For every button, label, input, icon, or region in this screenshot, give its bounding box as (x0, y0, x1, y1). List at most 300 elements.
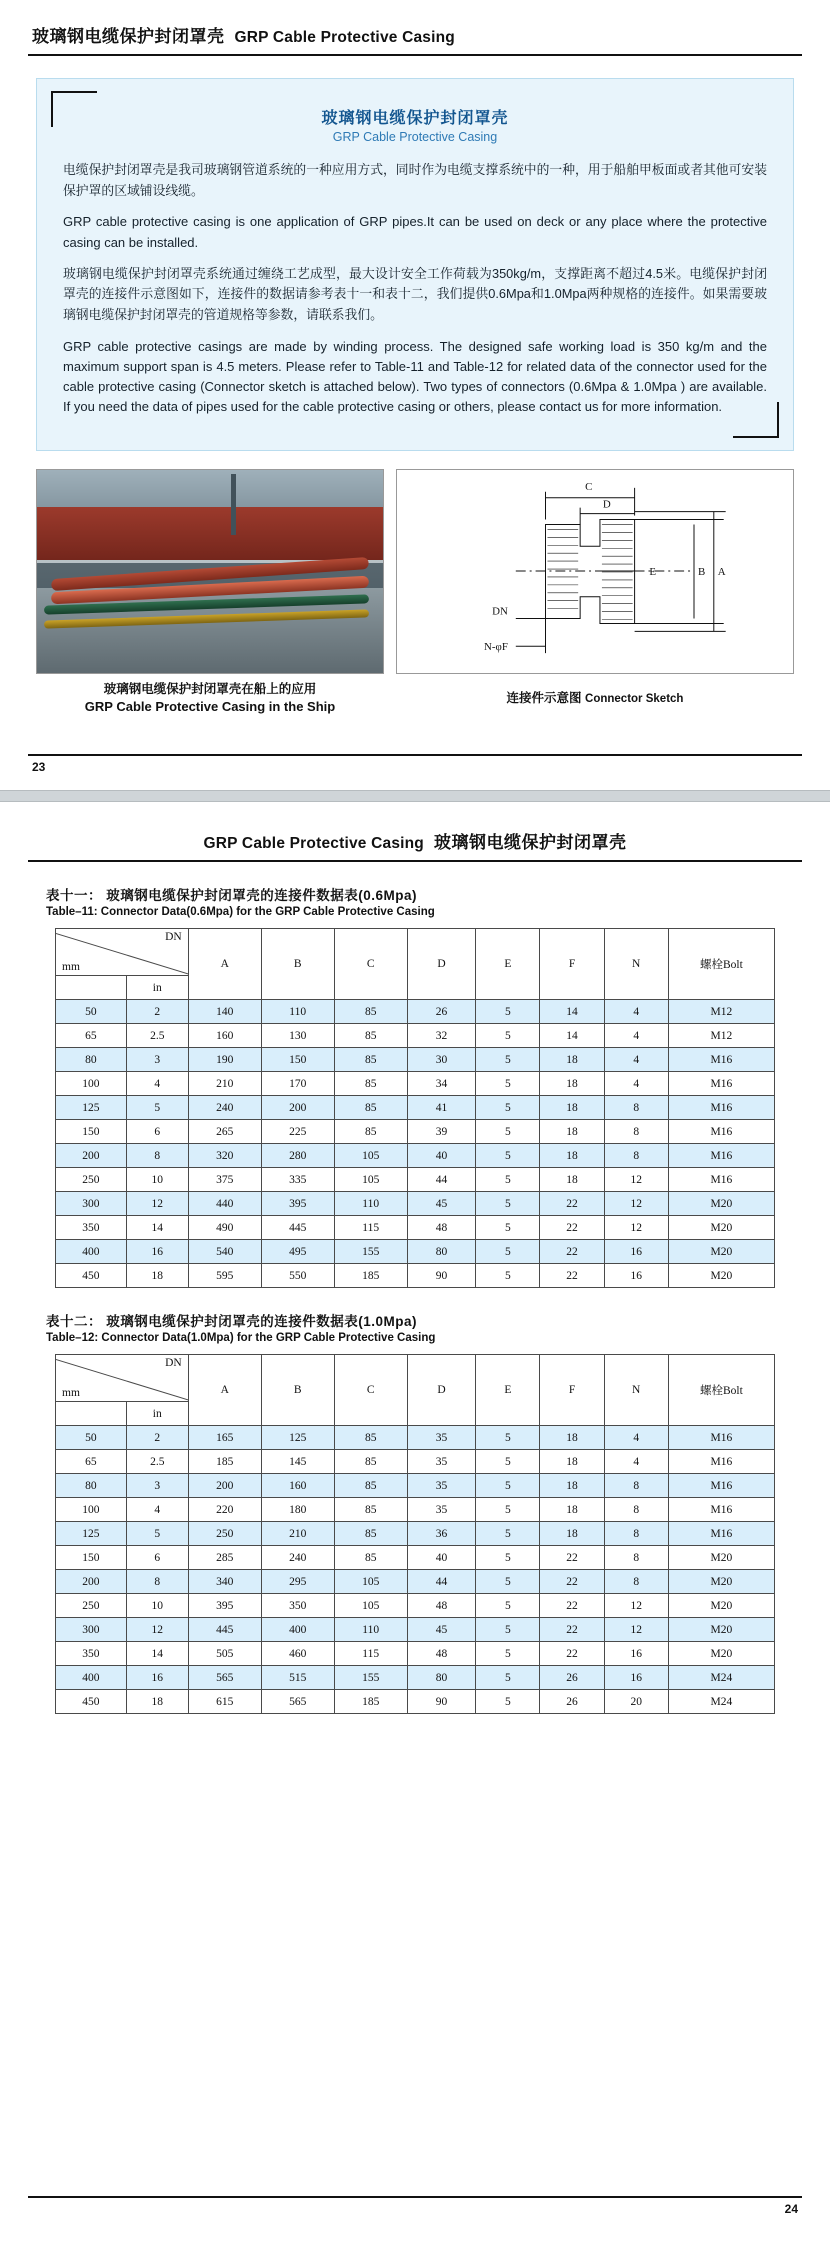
table-cell: 595 (188, 1264, 261, 1288)
table-11-col-d: D (407, 929, 476, 1000)
table-cell: 170 (261, 1072, 334, 1096)
sketch-label-b: B (697, 566, 706, 579)
table-cell: M16 (668, 1120, 774, 1144)
table-11-title-en: Table–11: Connector Data(0.6Mpa) for the GRP Cable Protective Casing (46, 906, 435, 918)
table-11-block (46, 884, 784, 1288)
table-row (56, 1498, 775, 1522)
photo-hull (37, 507, 383, 560)
table-cell: 12 (604, 1618, 668, 1642)
table-cell: 445 (188, 1618, 261, 1642)
page-1-number: 23 (32, 760, 46, 774)
table-cell: 180 (261, 1498, 334, 1522)
table-cell: 26 (540, 1690, 604, 1714)
table-11-in-spacer (56, 976, 127, 1000)
table-cell: 110 (334, 1618, 407, 1642)
page-2-header-title-en: GRP Cable Protective Casing (203, 835, 424, 852)
table-cell: 18 (540, 1048, 604, 1072)
table-cell: M16 (668, 1072, 774, 1096)
table-12-col-f: F (540, 1355, 604, 1426)
table-cell: 495 (261, 1240, 334, 1264)
table-cell: 14 (540, 1000, 604, 1024)
table-cell: 48 (407, 1216, 476, 1240)
sketch-caption-en: Connector Sketch (585, 693, 684, 706)
table-row (56, 1096, 775, 1120)
table-cell: 300 (56, 1192, 127, 1216)
table-cell: 565 (188, 1666, 261, 1690)
table-cell: 490 (188, 1216, 261, 1240)
table-11-col-bolt: 螺栓Bolt (668, 929, 774, 1000)
table-cell: 565 (261, 1690, 334, 1714)
table-cell: 5 (476, 1690, 540, 1714)
table-cell: 150 (56, 1120, 127, 1144)
table-11-col-n: N (604, 929, 668, 1000)
intro-title (63, 105, 767, 144)
page-1-header (28, 22, 802, 56)
page-2-header-title-cn: 玻璃钢电缆保护封闭罩壳 (433, 833, 627, 852)
table-cell: 5 (476, 1450, 540, 1474)
table-cell: 5 (476, 1264, 540, 1288)
table-cell: 22 (540, 1216, 604, 1240)
table-12-mm-label: mm (62, 1387, 80, 1399)
table-12-title (46, 1310, 784, 1344)
photo-caption (36, 681, 384, 715)
table-cell: 150 (56, 1546, 127, 1570)
table-cell: 85 (334, 1426, 407, 1450)
table-cell: 30 (407, 1048, 476, 1072)
table-cell: 295 (261, 1570, 334, 1594)
page-1-header-title-en: GRP Cable Protective Casing (234, 29, 455, 46)
table-cell: 18 (126, 1264, 188, 1288)
table-cell: 2 (126, 1000, 188, 1024)
table-cell: 85 (334, 1474, 407, 1498)
table-cell: 18 (540, 1426, 604, 1450)
page-separator (0, 790, 830, 802)
table-row (56, 1355, 775, 1402)
table-cell: 45 (407, 1618, 476, 1642)
table-cell: 14 (126, 1642, 188, 1666)
table-cell: 110 (334, 1192, 407, 1216)
table-cell: M12 (668, 1000, 774, 1024)
table-cell: 125 (56, 1522, 127, 1546)
table-cell: 14 (540, 1024, 604, 1048)
table-cell: 115 (334, 1216, 407, 1240)
table-cell: 65 (56, 1450, 127, 1474)
table-12-dn-header (56, 1355, 189, 1402)
table-row (56, 1426, 775, 1450)
table-cell: 85 (334, 1000, 407, 1024)
table-11-col-c: C (334, 929, 407, 1000)
table-12-col-c: C (334, 1355, 407, 1426)
table-cell: 12 (604, 1168, 668, 1192)
table-cell: 505 (188, 1642, 261, 1666)
table-cell: M16 (668, 1096, 774, 1120)
table-cell: 515 (261, 1666, 334, 1690)
connector-sketch-drawing (396, 469, 794, 674)
table-11-mm-label: mm (62, 961, 80, 973)
sketch-caption-cn: 连接件示意图 (506, 691, 582, 706)
table-12-col-n: N (604, 1355, 668, 1426)
table-cell: 85 (334, 1450, 407, 1474)
table-11-col-e: E (476, 929, 540, 1000)
table-cell: 8 (126, 1570, 188, 1594)
photo-caption-en: GRP Cable Protective Casing in the Ship (84, 699, 336, 715)
table-cell: 125 (56, 1096, 127, 1120)
table-cell: 8 (604, 1522, 668, 1546)
table-11-in-label: in (126, 976, 188, 1000)
table-cell: M16 (668, 1144, 774, 1168)
intro-paragraph-2: GRP cable protective casing is one application of GRP pipes.It can be used on deck or any place where the protective casing can be installed. (63, 214, 767, 250)
table-cell: 8 (604, 1474, 668, 1498)
table-cell: 35 (407, 1450, 476, 1474)
table-11-col-b: B (261, 929, 334, 1000)
table-row (56, 1192, 775, 1216)
table-cell: 615 (188, 1690, 261, 1714)
table-cell: 5 (126, 1096, 188, 1120)
table-cell: 48 (407, 1642, 476, 1666)
table-cell: 90 (407, 1264, 476, 1288)
table-12-col-bolt: 螺栓Bolt (668, 1355, 774, 1426)
table-cell: 2.5 (126, 1024, 188, 1048)
table-cell: 190 (188, 1048, 261, 1072)
table-cell: 350 (56, 1216, 127, 1240)
table-cell: 26 (407, 1000, 476, 1024)
figure-row (36, 469, 794, 715)
table-11-title-cn: 表十一： 玻璃钢电缆保护封闭罩壳的连接件数据表(0.6Mpa) (46, 888, 418, 903)
table-cell: M20 (668, 1546, 774, 1570)
table-cell: M20 (668, 1192, 774, 1216)
table-cell: 4 (126, 1072, 188, 1096)
table-cell: 5 (126, 1522, 188, 1546)
table-row (56, 1594, 775, 1618)
table-cell: 155 (334, 1666, 407, 1690)
table-cell: 4 (604, 1072, 668, 1096)
table-cell: 5 (476, 1144, 540, 1168)
table-cell: 22 (540, 1594, 604, 1618)
table-cell: 350 (261, 1594, 334, 1618)
table-12-col-d: D (407, 1355, 476, 1426)
table-cell: 225 (261, 1120, 334, 1144)
table-row (56, 1048, 775, 1072)
table-cell: 12 (604, 1192, 668, 1216)
table-cell: 5 (476, 1546, 540, 1570)
table-cell: 18 (540, 1474, 604, 1498)
table-cell: M20 (668, 1642, 774, 1666)
table-cell: 10 (126, 1594, 188, 1618)
table-cell: M16 (668, 1498, 774, 1522)
table-cell: 18 (540, 1096, 604, 1120)
table-cell: 22 (540, 1264, 604, 1288)
table-cell: 400 (261, 1618, 334, 1642)
table-cell: 160 (188, 1024, 261, 1048)
table-cell: 400 (56, 1666, 127, 1690)
table-cell: 155 (334, 1240, 407, 1264)
table-cell: 210 (261, 1522, 334, 1546)
table-cell: 80 (56, 1474, 127, 1498)
table-cell: 105 (334, 1594, 407, 1618)
table-12-block (46, 1310, 784, 1714)
table-cell: 22 (540, 1618, 604, 1642)
table-cell: 185 (188, 1450, 261, 1474)
table-11-dn-label: DN (165, 931, 182, 943)
table-row (56, 1546, 775, 1570)
table-cell: 200 (56, 1144, 127, 1168)
table-cell: 18 (540, 1120, 604, 1144)
table-cell: 32 (407, 1024, 476, 1048)
table-cell: M24 (668, 1690, 774, 1714)
intro-panel (36, 78, 794, 451)
table-12-col-e: E (476, 1355, 540, 1426)
table-cell: 35 (407, 1426, 476, 1450)
table-cell: 2 (126, 1426, 188, 1450)
table-cell: 105 (334, 1144, 407, 1168)
table-cell: 320 (188, 1144, 261, 1168)
table-cell: 2.5 (126, 1450, 188, 1474)
table-cell: 22 (540, 1570, 604, 1594)
table-11-title (46, 884, 784, 918)
table-row (56, 1168, 775, 1192)
table-cell: 22 (540, 1642, 604, 1666)
table-cell: 145 (261, 1450, 334, 1474)
intro-title-en: GRP Cable Protective Casing (332, 130, 498, 144)
table-cell: 4 (604, 1426, 668, 1450)
sketch-label-d: D (602, 499, 611, 512)
table-cell: 85 (334, 1498, 407, 1522)
table-cell: 85 (334, 1522, 407, 1546)
table-cell: 350 (56, 1642, 127, 1666)
table-cell: 22 (540, 1240, 604, 1264)
table-cell: 50 (56, 1000, 127, 1024)
table-cell: 22 (540, 1192, 604, 1216)
page-2 (0, 802, 830, 2232)
table-cell: 5 (476, 1474, 540, 1498)
table-cell: 300 (56, 1618, 127, 1642)
table-cell: 80 (407, 1240, 476, 1264)
table-cell: 34 (407, 1072, 476, 1096)
table-12-dn-label: DN (165, 1357, 182, 1369)
table-cell: M20 (668, 1570, 774, 1594)
table-cell: 5 (476, 1522, 540, 1546)
table-cell: M24 (668, 1666, 774, 1690)
table-cell: 185 (334, 1690, 407, 1714)
table-cell: 65 (56, 1024, 127, 1048)
table-row (56, 1264, 775, 1288)
table-cell: 5 (476, 1666, 540, 1690)
table-cell: 18 (126, 1690, 188, 1714)
table-cell: 265 (188, 1120, 261, 1144)
page-2-footer (28, 2196, 802, 2216)
table-cell: 85 (334, 1120, 407, 1144)
table-cell: 130 (261, 1024, 334, 1048)
table-cell: 8 (604, 1096, 668, 1120)
table-cell: 35 (407, 1474, 476, 1498)
table-cell: 210 (188, 1072, 261, 1096)
intro-title-cn: 玻璃钢电缆保护封闭罩壳 (321, 110, 509, 127)
table-row (56, 1570, 775, 1594)
table-cell: 16 (126, 1240, 188, 1264)
table-cell: 16 (604, 1666, 668, 1690)
table-cell: 125 (261, 1426, 334, 1450)
table-cell: 375 (188, 1168, 261, 1192)
table-11-col-a: A (188, 929, 261, 1000)
table-cell: 100 (56, 1498, 127, 1522)
photo-figure (36, 469, 384, 715)
table-11-col-f: F (540, 929, 604, 1000)
table-cell: 6 (126, 1546, 188, 1570)
page-1-footer (28, 754, 802, 774)
table-row (56, 1240, 775, 1264)
table-cell: 160 (261, 1474, 334, 1498)
table-cell: M12 (668, 1024, 774, 1048)
table-cell: 8 (604, 1570, 668, 1594)
table-row (56, 1690, 775, 1714)
table-cell: M16 (668, 1048, 774, 1072)
table-cell: 4 (604, 1024, 668, 1048)
table-cell: 100 (56, 1072, 127, 1096)
page-1 (0, 0, 830, 790)
table-cell: 80 (56, 1048, 127, 1072)
table-cell: 5 (476, 1000, 540, 1024)
table-11 (55, 928, 775, 1288)
table-cell: 8 (604, 1120, 668, 1144)
sketch-label-nf: N-φF (484, 641, 508, 654)
table-cell: 460 (261, 1642, 334, 1666)
table-cell: 5 (476, 1096, 540, 1120)
table-cell: 5 (476, 1642, 540, 1666)
table-cell: 250 (188, 1522, 261, 1546)
table-cell: 340 (188, 1570, 261, 1594)
table-cell: 6 (126, 1120, 188, 1144)
intro-paragraph-1: 电缆保护封闭罩壳是我司玻璃钢管道系统的一种应用方式，同时作为电缆支撑系统中的一种，用于船舶甲板面或者其他可安装保护罩的区域铺设线缆。 (63, 162, 767, 198)
table-cell: 165 (188, 1426, 261, 1450)
table-cell: 16 (604, 1240, 668, 1264)
table-cell: M16 (668, 1474, 774, 1498)
table-row (56, 1522, 775, 1546)
table-cell: M16 (668, 1450, 774, 1474)
sketch-label-dn: DN (492, 606, 508, 619)
table-cell: 85 (334, 1546, 407, 1570)
table-cell: 16 (604, 1264, 668, 1288)
table-cell: M16 (668, 1168, 774, 1192)
table-row (56, 1072, 775, 1096)
table-cell: 44 (407, 1168, 476, 1192)
table-cell: 540 (188, 1240, 261, 1264)
table-cell: 5 (476, 1024, 540, 1048)
table-cell: 450 (56, 1264, 127, 1288)
table-cell: 445 (261, 1216, 334, 1240)
table-cell: 36 (407, 1522, 476, 1546)
table-cell: 45 (407, 1192, 476, 1216)
table-12-col-a: A (188, 1355, 261, 1426)
table-cell: 48 (407, 1594, 476, 1618)
table-cell: 22 (540, 1546, 604, 1570)
table-cell: 4 (604, 1000, 668, 1024)
table-row (56, 1618, 775, 1642)
table-cell: 395 (261, 1192, 334, 1216)
intro-paragraph-3: 玻璃钢电缆保护封闭罩壳系统通过缠绕工艺成型，最大设计安全工作荷载为350kg/m，支撑距离不超过4.5米。电缆保护封闭罩壳的连接件示意图如下，连接件的数据请参考表十一和表十二，我们提供0.6Mpa和1.0Mpa两种规格的连接件。如果需要玻璃钢电缆保护封闭罩壳的管道规格等参数，请联系我们。 (63, 265, 767, 323)
sketch-caption (396, 688, 794, 706)
table-cell: 185 (334, 1264, 407, 1288)
table-cell: M16 (668, 1522, 774, 1546)
table-cell: 18 (540, 1072, 604, 1096)
table-cell: 18 (540, 1450, 604, 1474)
table-cell: 85 (334, 1024, 407, 1048)
table-cell: 16 (604, 1642, 668, 1666)
photo-caption-cn: 玻璃钢电缆保护封闭罩壳在船上的应用 (103, 682, 317, 697)
table-cell: 12 (604, 1594, 668, 1618)
table-cell: 400 (56, 1240, 127, 1264)
table-cell: 250 (56, 1594, 127, 1618)
table-cell: 200 (56, 1570, 127, 1594)
table-row (56, 1000, 775, 1024)
table-cell: 85 (334, 1048, 407, 1072)
table-cell: 5 (476, 1072, 540, 1096)
table-row (56, 1120, 775, 1144)
table-cell: 395 (188, 1594, 261, 1618)
table-cell: 5 (476, 1618, 540, 1642)
table-cell: 12 (604, 1216, 668, 1240)
table-cell: 4 (604, 1450, 668, 1474)
table-cell: 5 (476, 1216, 540, 1240)
photo-mast (231, 474, 236, 535)
table-cell: 14 (126, 1216, 188, 1240)
table-12 (55, 1354, 775, 1714)
table-cell: 18 (540, 1144, 604, 1168)
page-1-header-title-cn: 玻璃钢电缆保护封闭罩壳 (32, 27, 225, 46)
table-cell: 115 (334, 1642, 407, 1666)
table-cell: M16 (668, 1426, 774, 1450)
table-cell: 18 (540, 1168, 604, 1192)
table-12-in-spacer (56, 1402, 127, 1426)
table-cell: 39 (407, 1120, 476, 1144)
table-cell: 50 (56, 1426, 127, 1450)
sketch-label-a: A (717, 566, 726, 579)
table-12-title-en: Table–12: Connector Data(1.0Mpa) for the GRP Cable Protective Casing (46, 1332, 436, 1344)
table-cell: 8 (604, 1144, 668, 1168)
table-cell: 105 (334, 1168, 407, 1192)
table-cell: 85 (334, 1096, 407, 1120)
table-cell: M20 (668, 1594, 774, 1618)
table-cell: 280 (261, 1144, 334, 1168)
table-cell: 105 (334, 1570, 407, 1594)
table-row (56, 1216, 775, 1240)
table-12-in-label: in (126, 1402, 188, 1426)
table-cell: 4 (604, 1048, 668, 1072)
table-cell: 240 (261, 1546, 334, 1570)
table-cell: 5 (476, 1192, 540, 1216)
table-cell: 240 (188, 1096, 261, 1120)
table-row (56, 1450, 775, 1474)
table-cell: 26 (540, 1666, 604, 1690)
table-cell: 16 (126, 1666, 188, 1690)
table-cell: 440 (188, 1192, 261, 1216)
table-cell: 18 (540, 1522, 604, 1546)
intro-paragraph-4: GRP cable protective casings are made by winding process. The designed safe working load is 350 kg/m and the maximum support span is 4.5 meters. Please refer to Table-11 and Table-12 for related data of the connector used for the cable protective casing (Connector sketch is attached below). Two types of connectors (0.6Mpa & 1.0Mpa ) are available. If you need the data of pipes used for the cable protective casing or others, please contact us for more information. (63, 338, 767, 415)
table-row (56, 1474, 775, 1498)
table-cell: 140 (188, 1000, 261, 1024)
table-cell: 8 (604, 1498, 668, 1522)
sketch-figure (396, 469, 794, 706)
table-cell: 285 (188, 1546, 261, 1570)
table-cell: 5 (476, 1498, 540, 1522)
table-cell: M20 (668, 1216, 774, 1240)
table-11-dn-header (56, 929, 189, 976)
table-cell: 200 (261, 1096, 334, 1120)
page-2-number: 24 (784, 2202, 798, 2216)
table-cell: 20 (604, 1690, 668, 1714)
sketch-label-c: C (585, 481, 593, 494)
table-cell: M20 (668, 1264, 774, 1288)
table-cell: 90 (407, 1690, 476, 1714)
